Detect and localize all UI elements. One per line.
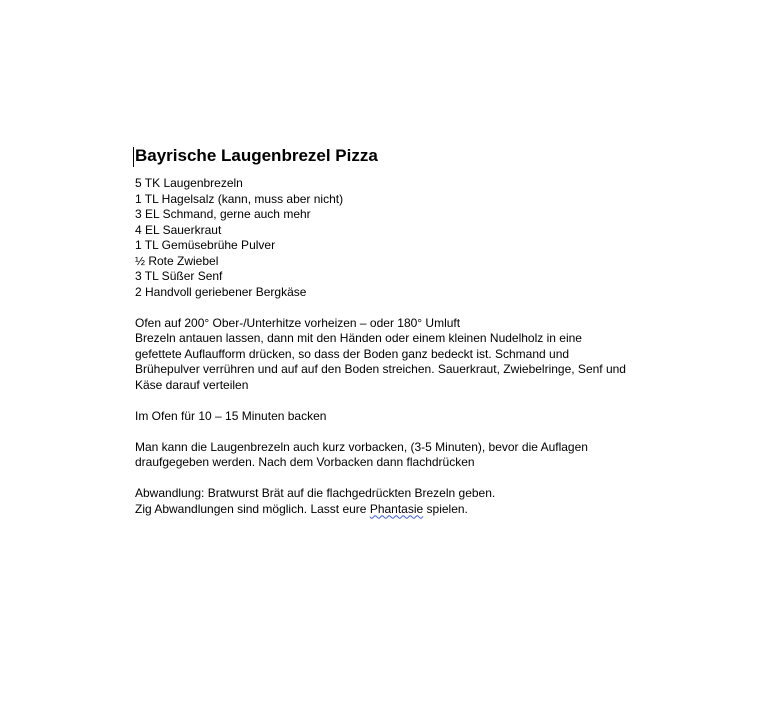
recipe-title: Bayrische Laugenbrezel Pizza [135, 146, 378, 165]
note-paragraph [135, 440, 635, 471]
paragraph-gap [135, 300, 635, 316]
note-line: draufgegeben werden. Nach dem Vorbacken dann flachdrücken [135, 455, 475, 469]
baking-instruction: Im Ofen für 10 – 15 Minuten backen [135, 408, 327, 423]
ingredient-list [135, 176, 635, 300]
note-line: Man kann die Laugenbrezeln auch kurz vorbacken, (3-5 Minuten), bevor die Auflagen [135, 439, 588, 454]
spellcheck-flagged-word[interactable]: Phantasie [369, 501, 424, 516]
instruction-line: Käse darauf verteilen [135, 377, 249, 392]
variation-line [135, 502, 635, 518]
ingredient-item: 1 TL Gemüsebrühe Pulver [135, 238, 276, 252]
variation-text: Zig Abwandlungen sind möglich. Lasst eure [135, 501, 370, 516]
instructions-paragraph [135, 316, 635, 394]
variation-text: spielen. [423, 501, 468, 516]
ingredient-item: 1 TL Hagelsalz (kann, muss aber nicht) [135, 191, 344, 206]
paragraph-gap [135, 471, 635, 487]
ingredient-item: ½ Rote Zwiebel [135, 253, 219, 268]
instruction-line: Brühepulver verrühren und auf auf den Boden streichen. Sauerkraut, Zwiebelringe, Senf und [135, 362, 626, 376]
instruction-line: gefettete Auflaufform drücken, so dass der Boden ganz bedeckt ist. Schmand und [135, 346, 570, 361]
paragraph-gap [135, 424, 635, 440]
ingredient-item: 2 Handvoll geriebener Bergkäse [135, 284, 307, 299]
instruction-line: Brezeln antauen lassen, dann mit den Händen oder einem kleinen Nudelholz in eine [135, 331, 582, 345]
ingredient-item: 5 TK Laugenbrezeln [135, 176, 243, 190]
ingredient-item: 3 TL Süßer Senf [135, 269, 223, 283]
text-cursor [133, 147, 134, 167]
document-body[interactable] [135, 145, 635, 517]
ingredient-item: 4 EL Sauerkraut [135, 222, 222, 237]
paragraph-gap [135, 393, 635, 409]
variation-paragraph [135, 486, 635, 517]
instruction-line: Ofen auf 200° Ober-/Unterhitze vorheizen – oder 180° Umluft [135, 315, 461, 330]
variation-line: Abwandlung: Bratwurst Brät auf die flachgedrückten Brezeln geben. [135, 486, 496, 500]
ingredient-item: 3 EL Schmand, gerne auch mehr [135, 207, 311, 221]
